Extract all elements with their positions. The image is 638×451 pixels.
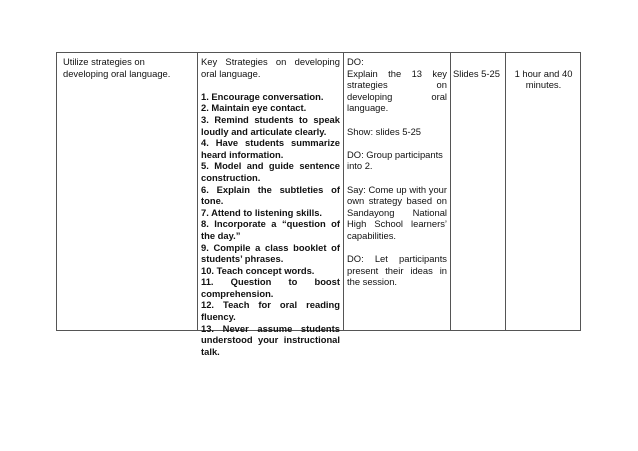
strategy-item: 6. Explain the subtleties of tone.: [201, 183, 340, 207]
objective-cell: [57, 53, 197, 330]
activity-table: [56, 52, 581, 357]
strategy-item: 5. Model and guide sentence construction.: [201, 160, 340, 183]
strategy-item: 10. Teach concept words.: [201, 264, 315, 276]
do-label: DO:: [347, 56, 364, 67]
content-intro: Key Strategies on developing oral language.: [201, 56, 340, 79]
time-cell: [505, 53, 580, 330]
materials-text: Slides 5-25: [453, 67, 500, 79]
strategy-item: 11. Question to boost comprehension.: [201, 276, 340, 299]
say-text: Say: Come up with your own strategy based on Sandayong National High School learners’ capabilities.: [347, 183, 447, 241]
content-cell: [197, 53, 343, 357]
strategy-item: 13. Never assume students understood your instructional talk.: [201, 322, 340, 357]
strategy-item: 7. Attend to listening skills.: [201, 206, 323, 218]
strategy-item: 12. Teach for oral reading fluency.: [201, 299, 340, 323]
strategy-item: 1. Encourage conversation.: [201, 90, 324, 102]
do-explain-text: Explain the 13 key strategies on developing oral language.: [347, 67, 447, 114]
strategy-item: 8. Incorporate a “question of the day.”: [201, 218, 340, 241]
do-present-text: DO: Let participants present their ideas in the session.: [347, 253, 447, 288]
show-slides-text: Show: slides 5-25: [347, 125, 421, 137]
strategy-item: 3. Remind students to speak loudly and articulate clearly.: [201, 113, 340, 137]
activities-cell: [343, 53, 450, 330]
strategy-item: 2. Maintain eye contact.: [201, 102, 307, 114]
objective-text: Utilize strategies on developing oral language.: [63, 56, 171, 79]
materials-cell: [450, 53, 505, 330]
do-group-text: DO: Group participants into 2.: [347, 148, 443, 172]
time-text: 1 hour and 40 minutes.: [514, 67, 573, 91]
strategy-item: 4. Have students summarize heard information.: [201, 137, 340, 160]
strategy-item: 9. Compile a class booklet of students’ phrases.: [201, 241, 340, 265]
